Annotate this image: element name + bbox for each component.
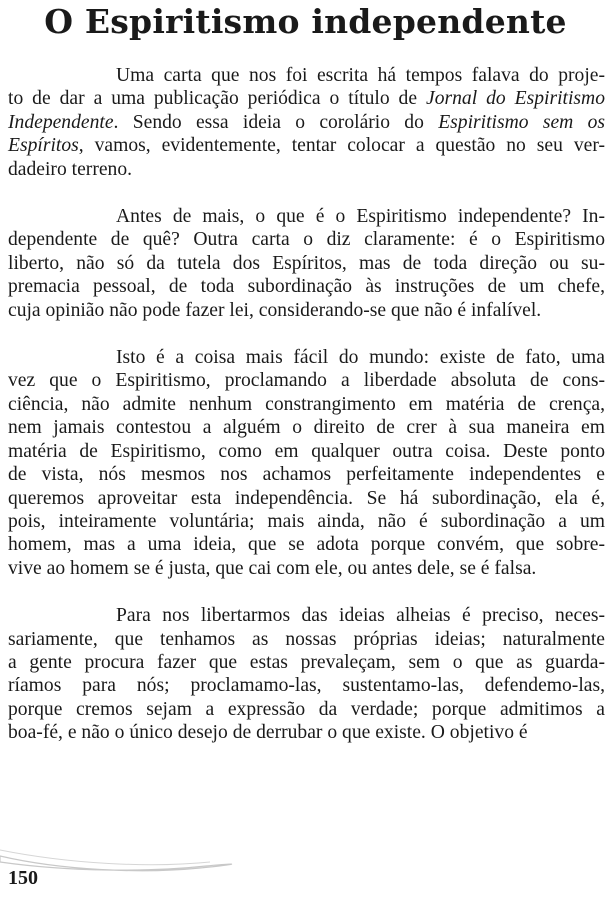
text-run: Uma carta que nos foi escrita há tempos falava do proje-	[116, 65, 605, 86]
text-run: homem, mas a uma ideia, que se adota porque convém, que sobre-	[8, 534, 605, 556]
text-line	[8, 533, 605, 556]
text-run: ríamos para nós; proclamamo-las, sustentamo-las, defendemo-las,	[8, 675, 605, 697]
text-run: . Sendo essa ideia o corolário do	[113, 111, 439, 133]
italic-title: Independente	[8, 111, 114, 133]
page-number: 150	[8, 867, 38, 889]
text-run: matéria de Espiritismo, como em qualquer outra coisa. Deste ponto	[8, 440, 605, 462]
text-run: , vamos, evidentemente, tentar colocar a questão no seu ver-	[78, 135, 605, 157]
text-line	[8, 87, 605, 110]
text-line	[8, 346, 605, 369]
text-line	[8, 158, 605, 181]
text-run: porque cremos sejam a expressão da verdade; porque admitimos a	[8, 698, 605, 720]
text-run: sariamente, que tenhamos as nossas próprias ideias; naturalmente	[8, 628, 605, 650]
paragraph	[8, 205, 605, 322]
italic-title: Espíritos	[8, 135, 79, 157]
text-line	[8, 651, 605, 674]
text-line	[8, 487, 605, 510]
text-run: vive ao homem se é justa, que cai com ele, ou antes dele, se é falsa.	[8, 557, 537, 579]
paragraph	[8, 604, 605, 744]
text-run: queremos aproveitar esta independência. Se há subordinação, ela é,	[8, 487, 605, 509]
text-line	[8, 698, 605, 721]
text-line	[8, 628, 605, 651]
text-line	[8, 604, 605, 627]
text-run: cuja opinião não pode fazer lei, considerando-se que não é infalível.	[8, 299, 542, 321]
text-line	[8, 205, 605, 228]
text-line	[8, 721, 605, 744]
text-run: boa-fé, e não o único desejo de derrubar o que existe. O objetivo é	[8, 722, 528, 744]
decorative-swirl-icon	[0, 848, 260, 888]
text-line	[8, 369, 605, 392]
page-title: O Espiritismo independente	[44, 2, 567, 41]
text-run: premacia pessoal, de toda subordinação às instruções de um chefe,	[8, 276, 605, 298]
italic-title: Espiritismo sem os	[438, 111, 605, 133]
text-run: ciência, não admite nenhum constrangimento em matéria de crença,	[8, 393, 605, 415]
text-run: liberto, não só da tutela dos Espíritos, mas de toda direção ou su-	[8, 252, 605, 274]
text-run: to de dar a uma publicação periódica o título de	[8, 88, 426, 110]
paragraph	[8, 346, 605, 580]
text-line	[8, 463, 605, 486]
text-run: a gente procura fazer que estas prevaleçam, sem o que as guarda-	[8, 651, 605, 673]
text-line	[8, 557, 605, 580]
text-run: Antes de mais, o que é o Espiritismo independente? In-	[116, 206, 605, 228]
text-run: nem jamais contestou a alguém o direito de crer à sua maneira em	[8, 417, 605, 439]
text-run: vez que o Espiritismo, proclamando a liberdade absoluta de cons-	[8, 370, 605, 392]
text-line	[8, 440, 605, 463]
text-line	[8, 64, 605, 87]
text-run: Para nos libertarmos das ideias alheias é preciso, neces-	[116, 605, 605, 627]
italic-title: Jornal do Espiritismo	[426, 88, 605, 110]
body-text	[8, 64, 605, 745]
paragraph	[8, 64, 605, 181]
text-run: dependente de quê? Outra carta o diz claramente: é o Espiritismo	[8, 229, 605, 251]
text-line	[8, 674, 605, 697]
text-line	[8, 416, 605, 439]
text-line	[8, 252, 605, 275]
text-line	[8, 510, 605, 533]
text-run: pois, inteiramente voluntária; mais ainda, não é subordinação a um	[8, 510, 605, 532]
text-line	[8, 111, 605, 134]
text-line	[8, 134, 605, 157]
text-line	[8, 299, 605, 322]
text-line	[8, 393, 605, 416]
text-line	[8, 228, 605, 251]
text-run: dadeiro terreno.	[8, 158, 133, 180]
text-run: Isto é a coisa mais fácil do mundo: existe de fato, uma	[116, 347, 605, 369]
text-line	[8, 275, 605, 298]
text-run: de vista, nós mesmos nos achamos perfeitamente independentes e	[8, 464, 605, 486]
